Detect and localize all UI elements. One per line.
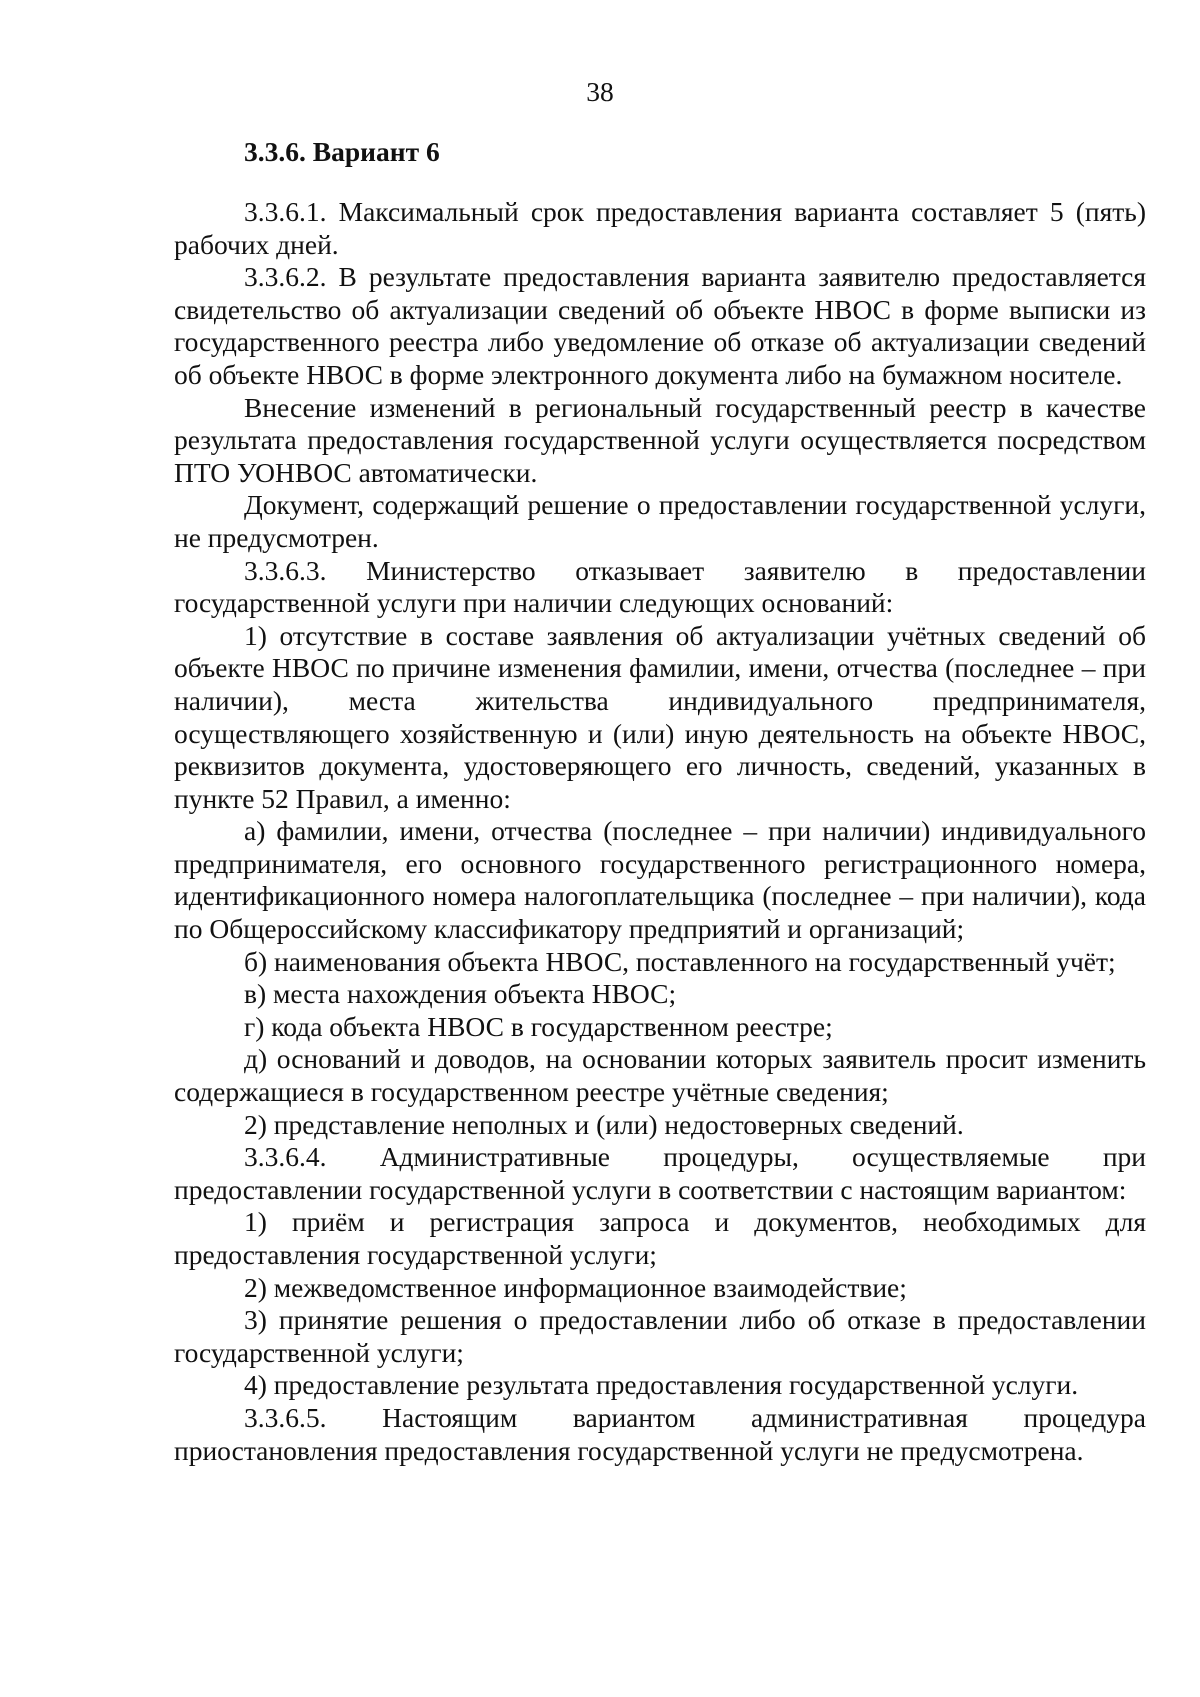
paragraph: 1) отсутствие в составе заявления об актуализации учётных сведений об объекте НВОС по причине изменения фамилии, имени, отчества (последнее – при наличии), места жительства индивидуального предпринимателя, осуществляющего хозяйственную и (или) иную деятельность на объекте НВОС, реквизитов документа, удостоверяющего его личность, сведений, указанных в пункте 52 Правил, а именно: [174, 619, 1146, 814]
paragraph: 3.3.6.5. Настоящим вариантом административная процедура приостановления предоставления государственной услуги не предусмотрена. [174, 1401, 1146, 1466]
paragraph: 1) приём и регистрация запроса и документов, необходимых для предоставления государственной услуги; [174, 1206, 1146, 1270]
paragraph: 3.3.6.4. Административные процедуры, осуществляемые при предоставлении государственной услуги в соответствии с настоящим вариантом: [174, 1141, 1146, 1205]
paragraph: г) кода объекта НВОС в государственном реестре; [244, 1010, 833, 1042]
paragraph: 3.3.6.2. В результате предоставления варианта заявителю предоставляется свидетельство об актуализации сведений об объекте НВОС в форме выписки из государственного реестра либо уведомление об отказе об актуализации сведений об объекте НВОС в форме электронного документа либо на бумажном носителе. [174, 261, 1146, 390]
paragraph: 3.3.6.3. Министерство отказывает заявителю в предоставлении государственной услуги при наличии следующих оснований: [174, 554, 1146, 619]
paragraph: д) оснований и доводов, на основании которых заявитель просит изменить содержащиеся в государственном реестре учётные сведения; [174, 1043, 1146, 1108]
paragraph: 2) межведомственное информационное взаимодействие; [244, 1271, 907, 1303]
section-heading: 3.3.6. Вариант 6 [244, 136, 440, 167]
document-body [174, 196, 1146, 1467]
paragraph: 3) принятие решения о предоставлении либо об отказе в предоставлении государственной услуги; [174, 1304, 1146, 1368]
paragraph: 3.3.6.1. Максимальный срок предоставления варианта составляет 5 (пять) рабочих дней. [174, 196, 1146, 260]
paragraph: Внесение изменений в региональный государственный реестр в качестве результата предоставления государственной услуги осуществляется посредством ПТО УОНВОС автоматически. [174, 391, 1146, 488]
paragraph: 4) предоставление результата предоставления государственной услуги. [244, 1369, 1079, 1401]
paragraph: а) фамилии, имени, отчества (последнее – при наличии) индивидуального предпринимателя, его основного государственного регистрационного номера, идентификационного номера налогоплательщика (последнее – при наличии), кода по Общероссийскому классификатору предприятий и организаций; [174, 815, 1146, 945]
paragraph: 2) представление неполных и (или) недостоверных сведений. [244, 1108, 964, 1140]
paragraph: б) наименования объекта НВОС, поставленного на государственный учёт; [244, 945, 1116, 977]
paragraph: Документ, содержащий решение о предоставлении государственной услуги, не предусмотрен. [174, 489, 1146, 553]
page-number: 38 [586, 76, 614, 107]
paragraph: в) места нахождения объекта НВОС; [244, 978, 677, 1010]
